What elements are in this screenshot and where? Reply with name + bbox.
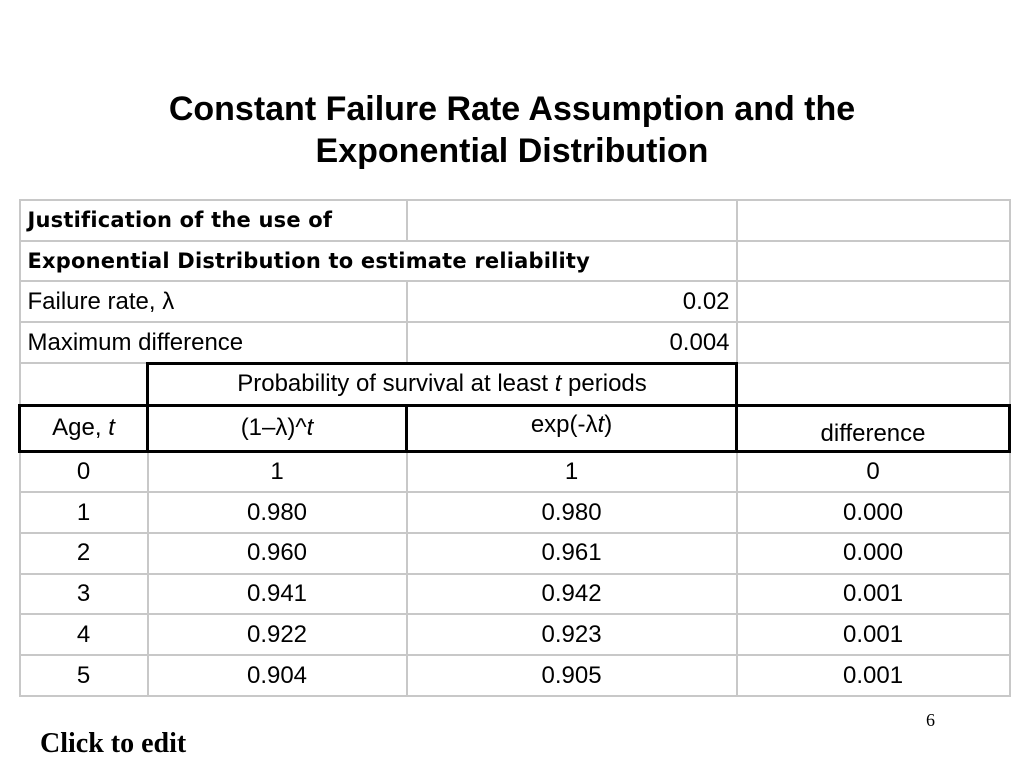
discrete-cell[interactable]: 0.922: [148, 614, 407, 655]
discrete-header[interactable]: [148, 405, 407, 451]
discrete-cell[interactable]: 0.941: [148, 574, 407, 615]
probability-header-text: Probability of survival at least: [237, 370, 555, 398]
slide-title-line-2: Exponential Distribution: [315, 132, 709, 170]
exp-header[interactable]: [407, 405, 737, 451]
exp-cell[interactable]: 0.923: [407, 614, 737, 655]
discrete-header-var: t: [306, 414, 314, 442]
probability-header-suffix: periods: [561, 370, 647, 398]
difference-cell[interactable]: 0.001: [737, 574, 1010, 615]
age-cell[interactable]: 2: [20, 533, 148, 574]
table-row: [20, 533, 1010, 574]
probability-header-var: t: [554, 370, 562, 398]
discrete-cell[interactable]: 0.980: [148, 492, 407, 533]
table-row: [20, 363, 1010, 405]
difference-cell[interactable]: 0.000: [737, 492, 1010, 533]
age-header[interactable]: [20, 405, 148, 451]
age-cell[interactable]: 1: [20, 492, 148, 533]
difference-cell[interactable]: 0.000: [737, 533, 1010, 574]
exp-header-var: t: [597, 410, 605, 438]
empty-cell[interactable]: [407, 200, 737, 241]
slide-title: [0, 88, 1024, 172]
age-cell[interactable]: 5: [20, 655, 148, 696]
exp-cell[interactable]: 0.942: [407, 574, 737, 615]
max-difference-value[interactable]: 0.004: [407, 322, 737, 363]
table-row: [20, 241, 1010, 282]
table-row: [20, 655, 1010, 696]
difference-cell[interactable]: 0.001: [737, 614, 1010, 655]
discrete-cell[interactable]: 0.960: [148, 533, 407, 574]
exp-header-text: exp(-λ: [530, 410, 598, 438]
discrete-cell[interactable]: 0.904: [148, 655, 407, 696]
empty-cell[interactable]: [737, 363, 1010, 405]
table-row: [20, 451, 1010, 492]
table-row: [20, 614, 1010, 655]
table-row: [20, 200, 1010, 241]
exp-cell[interactable]: 0.905: [407, 655, 737, 696]
table-row: [20, 281, 1010, 322]
spreadsheet-table: [18, 199, 1011, 697]
exp-cell[interactable]: 1: [407, 451, 737, 492]
column-header-row: [20, 405, 1010, 451]
age-header-text: Age,: [52, 414, 109, 442]
discrete-cell[interactable]: 1: [148, 451, 407, 492]
empty-cell[interactable]: [737, 241, 1010, 282]
empty-cell[interactable]: [737, 200, 1010, 241]
max-difference-label[interactable]: Maximum difference: [20, 322, 407, 363]
failure-rate-value[interactable]: 0.02: [407, 281, 737, 322]
table-row: [20, 322, 1010, 363]
empty-cell[interactable]: [737, 281, 1010, 322]
difference-header[interactable]: difference: [737, 405, 1010, 451]
empty-cell[interactable]: [737, 322, 1010, 363]
exp-cell[interactable]: 0.961: [407, 533, 737, 574]
age-header-var: t: [108, 414, 115, 442]
table-row: [20, 574, 1010, 615]
click-to-edit-placeholder[interactable]: Click to edit: [40, 728, 187, 759]
age-cell[interactable]: 0: [20, 451, 148, 492]
table-row: [20, 492, 1010, 533]
exp-cell[interactable]: 0.980: [407, 492, 737, 533]
page-number: 6: [926, 710, 935, 730]
discrete-header-text: (1–λ)^: [240, 414, 307, 442]
heading-cell-exponential[interactable]: Exponential Distribution to estimate reliability: [20, 241, 737, 282]
heading-cell-justification[interactable]: Justification of the use of: [20, 200, 407, 241]
exp-header-suffix: ): [604, 410, 613, 438]
difference-cell[interactable]: 0.001: [737, 655, 1010, 696]
slide-title-line-1: Constant Failure Rate Assumption and the: [168, 90, 856, 128]
probability-header[interactable]: [148, 363, 737, 405]
empty-cell[interactable]: [20, 363, 148, 405]
difference-cell[interactable]: 0: [737, 451, 1010, 492]
failure-rate-label[interactable]: Failure rate, λ: [20, 281, 407, 322]
age-cell[interactable]: 4: [20, 614, 148, 655]
age-cell[interactable]: 3: [20, 574, 148, 615]
